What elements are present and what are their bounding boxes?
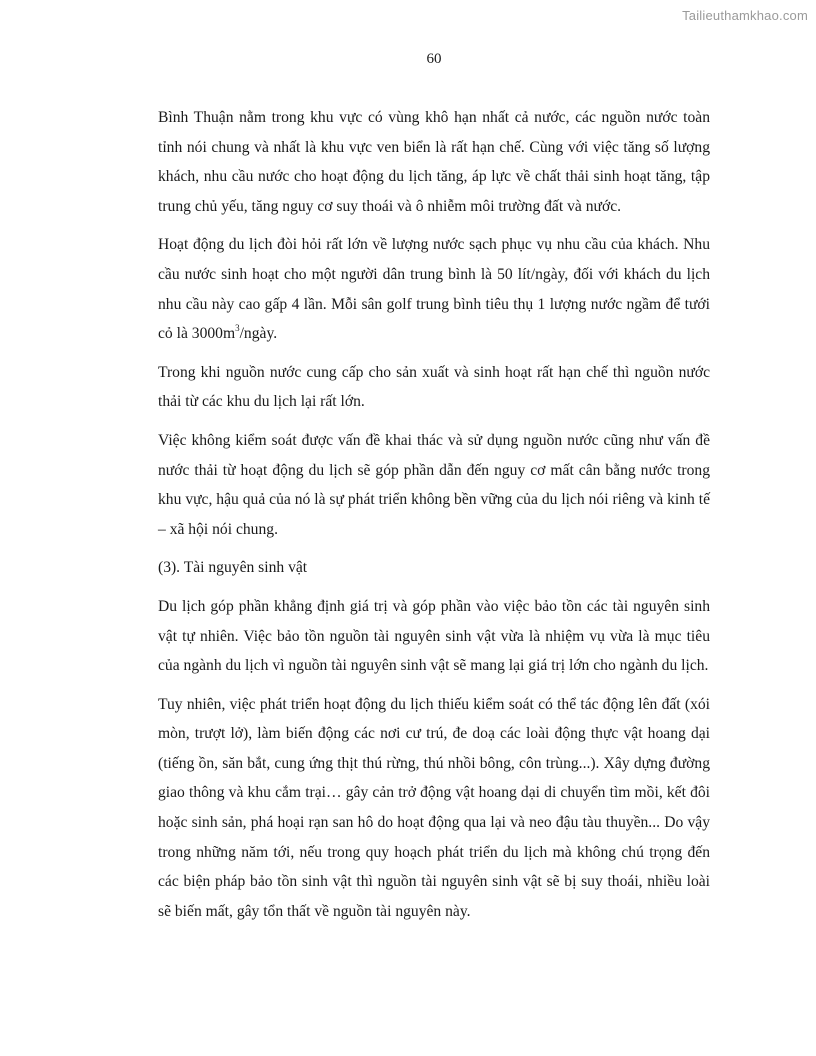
paragraph-wastewater: Trong khi nguồn nước cung cấp cho sản xuất và sinh hoạt rất hạn chế thì nguồn nước thải từ các khu du lịch lại rất lớn.: [158, 363, 710, 411]
paragraph-conservation: Du lịch góp phần khẳng định giá trị và góp phần vào việc bảo tồn các tài nguyên sinh vật tự nhiên. Việc bảo tồn nguồn tài nguyên sinh vật vừa là nhiệm vụ vừa là mục tiêu của ngành du lịch vì nguồn tài nguyên sinh vật sẽ mang lại giá trị lớn cho ngành du lịch.: [158, 597, 710, 675]
paragraph-water-demand-text: Hoạt động du lịch đòi hỏi rất lớn về lượng nước sạch phục vụ nhu cầu của khách. Nhu cầu nước sinh hoạt cho một người dân trung bình là 50 lít/ngày, đối với khách du lịch nhu cầu này cao gấp 4 lần. Mỗi sân golf trung bình tiêu thụ 1 lượng nước ngầm để tưới cỏ là 3000m: [158, 236, 710, 343]
section-heading-biological-resources: (3). Tài nguyên sinh vật: [158, 559, 308, 577]
document-body: [158, 103, 710, 935]
watermark-text: Tailieuthamkhao.com: [682, 8, 808, 23]
page-number: 60: [426, 51, 442, 67]
paragraph-water-scarcity: Bình Thuận nằm trong khu vực có vùng khô hạn nhất cả nước, các nguồn nước toàn tỉnh nói chung và nhất là khu vực ven biển là rất hạn chế. Cùng với việc tăng số lượng khách, nhu cầu nước cho hoạt động du lịch tăng, áp lực về chất thải sinh hoạt tăng, tập trung chủ yếu, tăng nguy cơ suy thoái và ô nhiễm môi trường đất và nước.: [158, 109, 710, 215]
paragraph-water-balance: Việc không kiểm soát được vấn đề khai thác và sử dụng nguồn nước cũng như vấn đề nước thải từ hoạt động du lịch sẽ góp phần dẫn đến nguy cơ mất cân bằng nước trong khu vực, hậu quả của nó là sự phát triển không bền vững của du lịch nói riêng và kinh tế – xã hội nói chung.: [158, 431, 710, 538]
paragraph-impacts: Tuy nhiên, việc phát triển hoạt động du lịch thiếu kiểm soát có thể tác động lên đất (xói mòn, trượt lở), làm biến động các nơi cư trú, đe doạ các loài động thực vật hoang dại (tiếng ồn, săn bắt, cung ứng thịt thú rừng, thú nhồi bông, côn trùng...). Xây dựng đường giao thông và khu cắm trại… gây cản trở động vật hoang dại di chuyển tìm mồi, kết đôi hoặc sinh sản, phá hoại rạn san hô do hoạt động qua lại và neo đậu tàu thuyền... Do vậy trong những năm tới, nếu trong quy hoạch phát triển du lịch mà không chú trọng đến các biện pháp bảo tồn sinh vật thì nguồn tài nguyên sinh vật sẽ bị suy thoái, nhiều loài sẽ biến mất, gây tổn thất về nguồn tài nguyên này.: [158, 695, 710, 920]
paragraph-water-demand: [158, 230, 710, 348]
superscript-cubic: 3: [235, 323, 240, 334]
paragraph-water-demand-unit: /ngày.: [239, 325, 278, 343]
